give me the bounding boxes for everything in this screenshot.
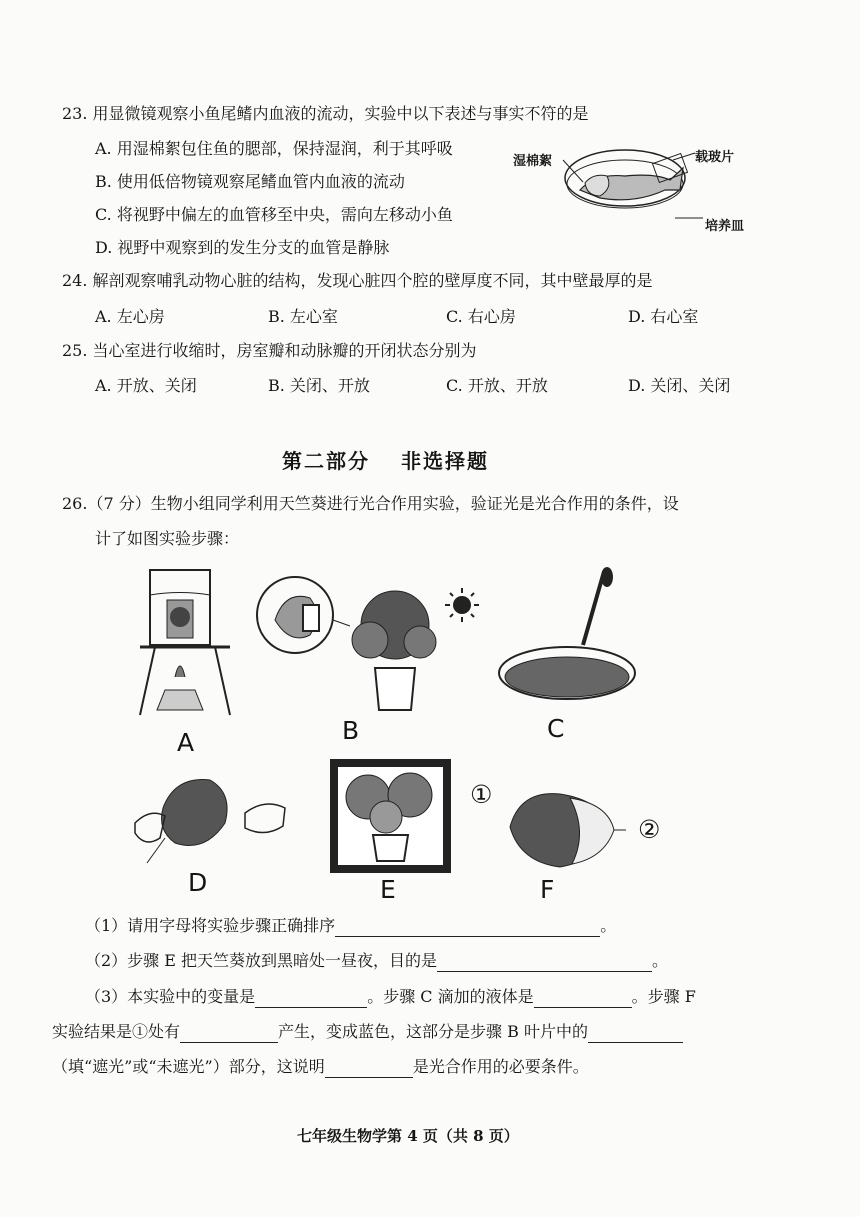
figure-b-geranium-sun: [255, 570, 495, 715]
q26-line4-text-b: 产生，变成蓝色，这部分是步骤 B 叶片中的: [278, 1022, 588, 1041]
figure-a-heating-beaker: [135, 565, 245, 725]
q26-sub1-text: （1）请用字母将实验步骤正确排序: [85, 916, 336, 935]
figure-c-dropper-dish: [495, 565, 645, 705]
q26-stem-line2: 计了如图实验步骤：: [95, 529, 240, 548]
q26-sub1: [85, 915, 616, 937]
q26-sub2-text: （2）步骤 E 把天竺葵放到黑暗处一昼夜，目的是: [85, 951, 438, 970]
answer-blank-5[interactable]: [180, 1026, 278, 1043]
period-2: 。: [652, 951, 669, 970]
q26-sub3-text-a: （3）本实验中的变量是: [85, 987, 256, 1006]
q26-line4: [52, 1021, 683, 1043]
figure-label-d: D: [188, 868, 208, 897]
q26-line5-text-a: （填“遮光”或“未遮光”）部分，这说明: [52, 1057, 325, 1076]
figure-label-a: A: [177, 728, 195, 757]
answer-blank-2[interactable]: [437, 955, 652, 972]
answer-blank-4[interactable]: [534, 991, 632, 1008]
q25-option-b: B. 关闭、开放: [268, 376, 370, 395]
answer-blank-3[interactable]: [255, 991, 367, 1008]
figure-f-stained-leaf: [500, 782, 640, 877]
period-1: 。: [600, 916, 617, 935]
label-dish: 培养皿: [705, 219, 745, 234]
circle-label-1: ①: [470, 780, 493, 809]
q26-line5: [52, 1056, 589, 1078]
q23-option-c: C. 将视野中偏左的血管移至中央，需向左移动小鱼: [95, 205, 453, 224]
q24-option-c: C. 右心房: [446, 307, 516, 326]
figure-label-b: B: [342, 716, 360, 745]
q26-sub3-text-b: 。步骤 C 滴加的液体是: [367, 987, 534, 1006]
q24-option-b: B. 左心室: [268, 307, 338, 326]
q25-option-c: C. 开放、开放: [446, 376, 548, 395]
section-title: 第二部分 非选择题: [282, 449, 489, 473]
q23-option-d: D. 视野中观察到的发生分支的血管是静脉: [95, 238, 390, 257]
figure-label-e: E: [380, 875, 396, 904]
page-footer: 七年级生物学第 4 页（共 8 页）: [297, 1127, 519, 1145]
q25-option-a: A. 开放、关闭: [95, 376, 197, 395]
figure-e-plant-in-dark: [328, 757, 453, 875]
figure-label-c: C: [547, 714, 565, 743]
answer-blank-6[interactable]: [588, 1026, 683, 1043]
q26-sub2: [85, 950, 668, 972]
q26-sub3: [85, 986, 696, 1008]
label-slide: 载玻片: [695, 150, 735, 165]
q24-option-d: D. 右心室: [628, 307, 699, 326]
figure-label-f: F: [540, 875, 555, 904]
q23-option-a: A. 用湿棉絮包住鱼的腮部，保持湿润，利于其呼吸: [95, 139, 453, 158]
label-cotton: 湿棉絮: [513, 154, 553, 169]
circle-label-2: ②: [638, 815, 661, 844]
q26-sub3-text-c: 。步骤 F: [631, 987, 696, 1006]
q26-line4-text-a: 实验结果是①处有: [52, 1022, 181, 1041]
answer-blank-7[interactable]: [325, 1061, 413, 1078]
q26-stem-line1: 26.（7 分）生物小组同学利用天竺葵进行光合作用实验，验证光是光合作用的条件，设: [62, 494, 679, 513]
q23-option-b: B. 使用低倍物镜观察尾鳍血管内血液的流动: [95, 172, 405, 191]
q23-stem: 23. 用显微镜观察小鱼尾鳍内血液的流动，实验中以下表述与事实不符的是: [62, 104, 589, 123]
q26-line5-text-b: 是光合作用的必要条件。: [412, 1057, 589, 1076]
q25-stem: 25. 当心室进行收缩时，房室瓣和动脉瓣的开闭状态分别为: [62, 341, 477, 360]
figure-d-leaf-in-hands: [125, 768, 295, 868]
q24-option-a: A. 左心房: [95, 307, 165, 326]
q24-stem: 24. 解剖观察哺乳动物心脏的结构，发现心脏四个腔的壁厚度不同，其中壁最厚的是: [62, 271, 653, 290]
answer-blank-1[interactable]: [335, 920, 600, 937]
q25-option-d: D. 关闭、关闭: [628, 376, 731, 395]
